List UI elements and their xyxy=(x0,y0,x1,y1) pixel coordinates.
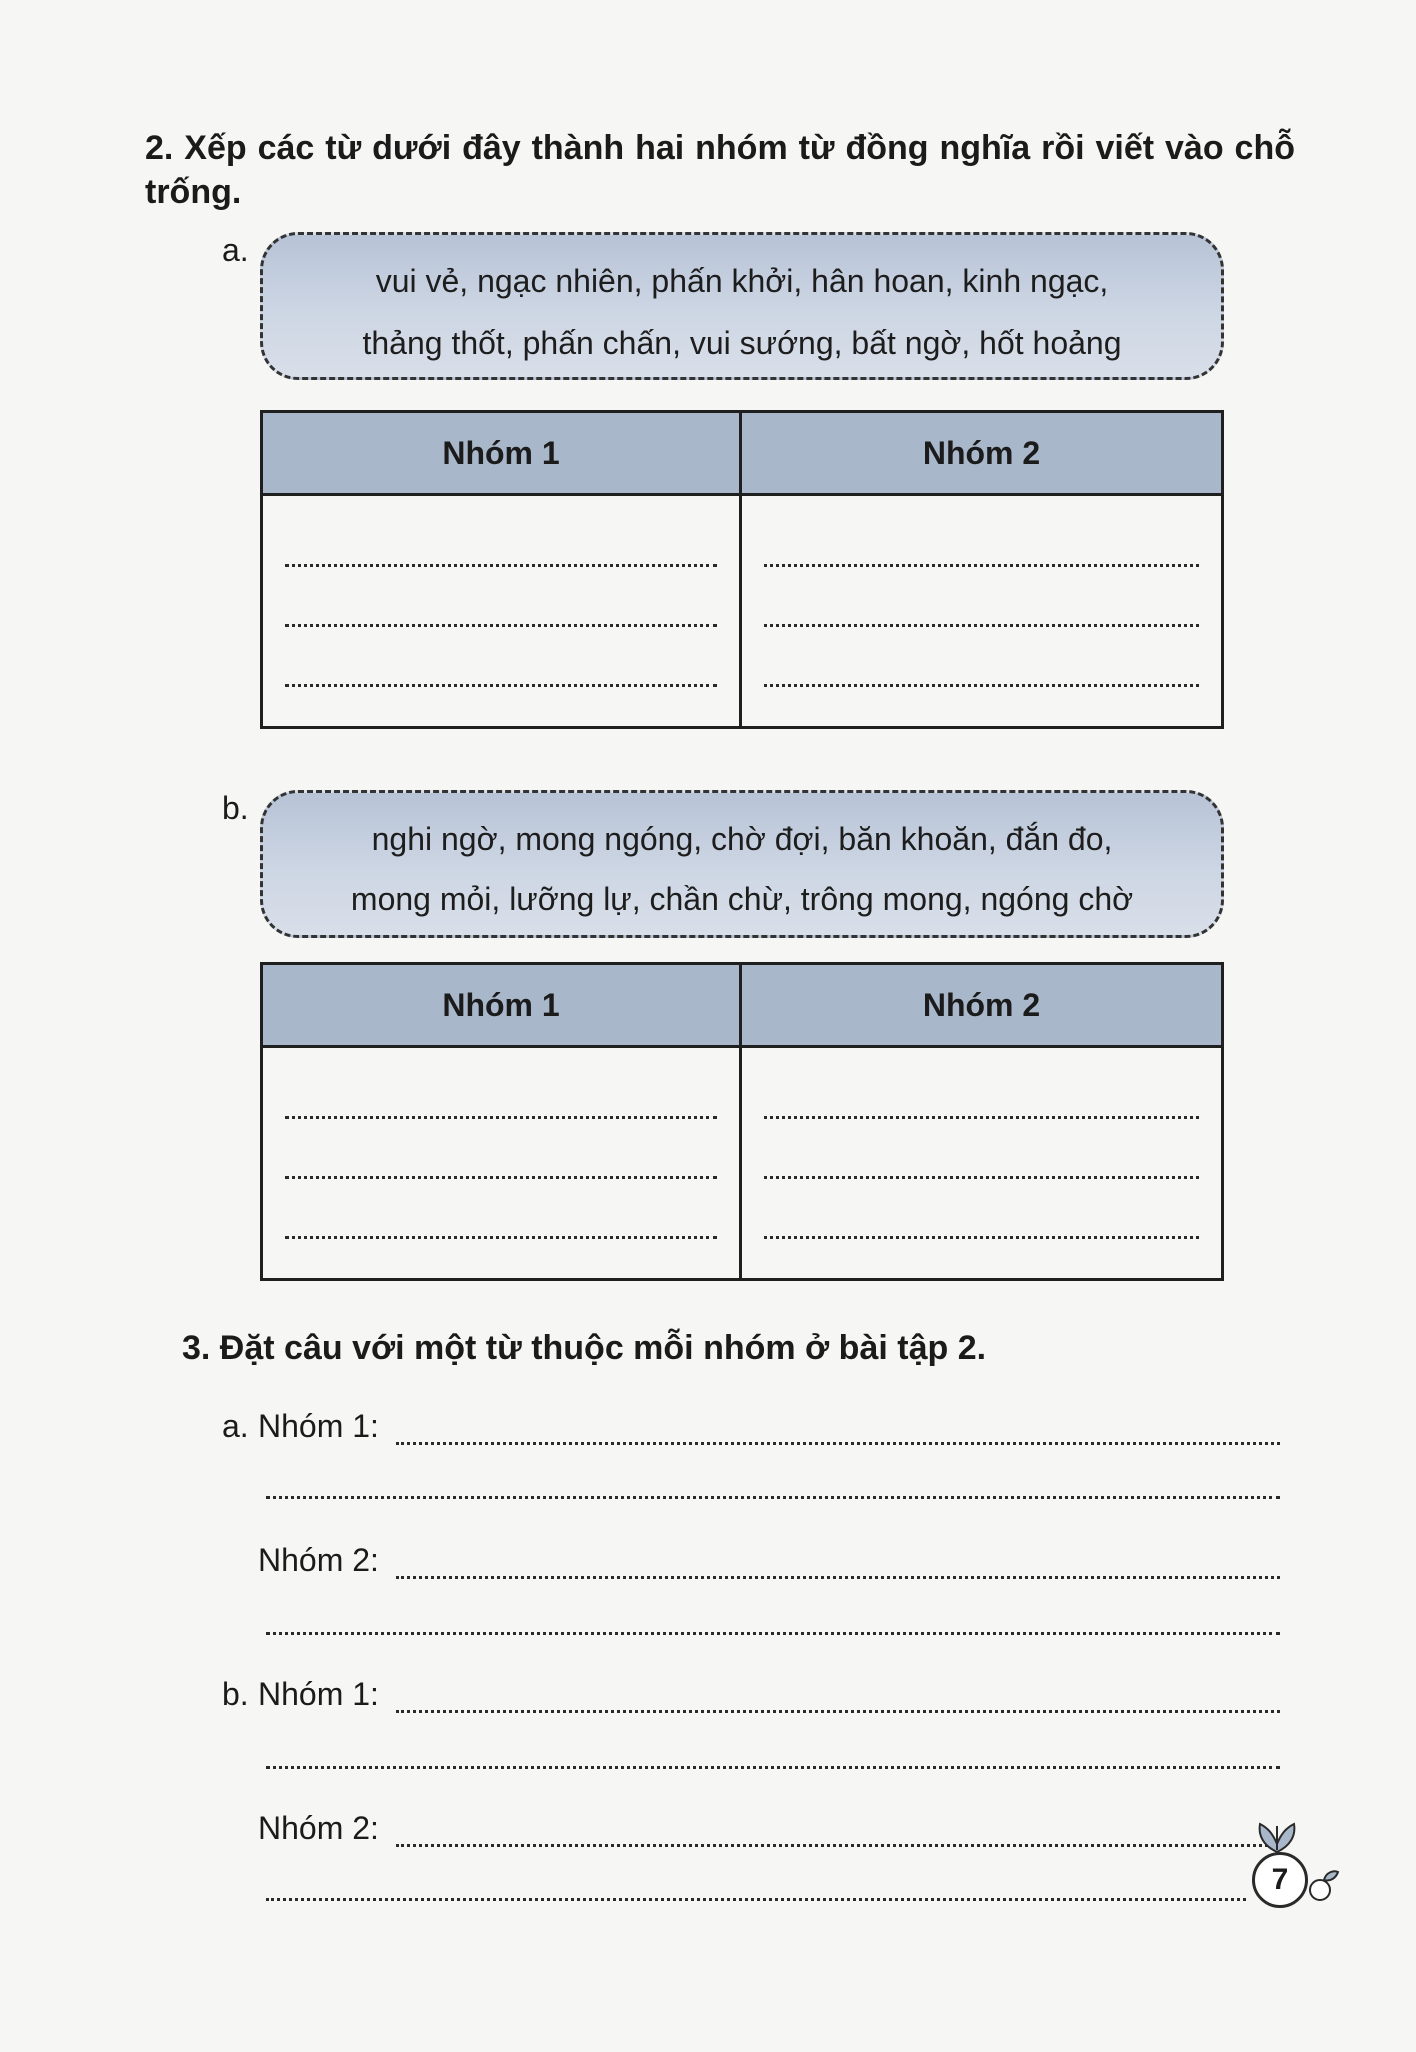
word-box-b-line-2: mong mỏi, lưỡng lự, chần chừ, trông mong, ngóng chờ xyxy=(350,881,1134,917)
table-b-group-2-answer[interactable] xyxy=(742,1048,1221,1278)
page-number: 7 xyxy=(1252,1852,1308,1908)
answer-line[interactable] xyxy=(285,624,717,627)
q3-a-group-1-line-1[interactable] xyxy=(396,1442,1280,1445)
word-box-a xyxy=(260,232,1224,380)
question-2-title: 2. Xếp các từ dưới đây thành hai nhóm từ đồng nghĩa rồi viết vào chỗ trống. xyxy=(145,129,1295,211)
word-box-a-line-1: vui vẻ, ngạc nhiên, phấn khởi, hân hoan, kinh ngạc, xyxy=(375,263,1109,299)
q3-b-group-1-label: Nhóm 1: xyxy=(258,1676,379,1712)
table-b-header-group-2: Nhóm 2 xyxy=(742,965,1221,1048)
word-box-b-line-1: nghi ngờ, mong ngóng, chờ đợi, băn khoăn, đắn đo, xyxy=(371,821,1113,857)
part-a-label: a. xyxy=(222,232,249,268)
answer-line[interactable] xyxy=(764,1116,1199,1119)
part-b-label: b. xyxy=(222,790,249,826)
bud-icon xyxy=(1304,1868,1340,1904)
q3-b-group-2-label: Nhóm 2: xyxy=(258,1810,379,1846)
q3-a-group-1-line-2[interactable] xyxy=(266,1496,1280,1499)
q3-b-group-1-line-1[interactable] xyxy=(396,1710,1280,1713)
q3-a-group-2-line-2[interactable] xyxy=(266,1632,1280,1635)
answer-line[interactable] xyxy=(285,1236,717,1239)
table-a-group-2-answer[interactable] xyxy=(742,496,1221,726)
q3-b-group-1-line-2[interactable] xyxy=(266,1766,1280,1769)
q3-a-group-2-line-1[interactable] xyxy=(396,1576,1280,1579)
q3-a-group-2-label: Nhóm 2: xyxy=(258,1542,379,1578)
table-a-header-group-1: Nhóm 1 xyxy=(263,413,742,496)
answer-line[interactable] xyxy=(764,564,1199,567)
answer-line[interactable] xyxy=(285,564,717,567)
table-a-header-group-2: Nhóm 2 xyxy=(742,413,1221,496)
table-b-header-group-1: Nhóm 1 xyxy=(263,965,742,1048)
table-b xyxy=(260,962,1224,1281)
answer-line[interactable] xyxy=(764,624,1199,627)
q3-part-a-label: a. xyxy=(222,1408,249,1444)
table-b-group-1-answer[interactable] xyxy=(263,1048,742,1278)
table-a xyxy=(260,410,1224,729)
q3-a-group-1-label: Nhóm 1: xyxy=(258,1408,379,1444)
word-box-b xyxy=(260,790,1224,938)
answer-line[interactable] xyxy=(285,1116,717,1119)
answer-line[interactable] xyxy=(764,684,1199,687)
table-a-group-1-answer[interactable] xyxy=(263,496,742,726)
leaf-icon xyxy=(1254,1818,1300,1854)
answer-line[interactable] xyxy=(764,1236,1199,1239)
word-box-a-line-2: thảng thốt, phấn chấn, vui sướng, bất ngờ, hốt hoảng xyxy=(362,325,1122,361)
answer-line[interactable] xyxy=(285,1176,717,1179)
answer-line[interactable] xyxy=(764,1176,1199,1179)
q3-part-b-label: b. xyxy=(222,1676,249,1712)
answer-line[interactable] xyxy=(285,684,717,687)
q3-b-group-2-line-1[interactable] xyxy=(396,1844,1280,1847)
question-3-title: 3. Đặt câu với một từ thuộc mỗi nhóm ở bài tập 2. xyxy=(182,1329,987,1367)
q3-b-group-2-line-2[interactable] xyxy=(266,1898,1246,1901)
